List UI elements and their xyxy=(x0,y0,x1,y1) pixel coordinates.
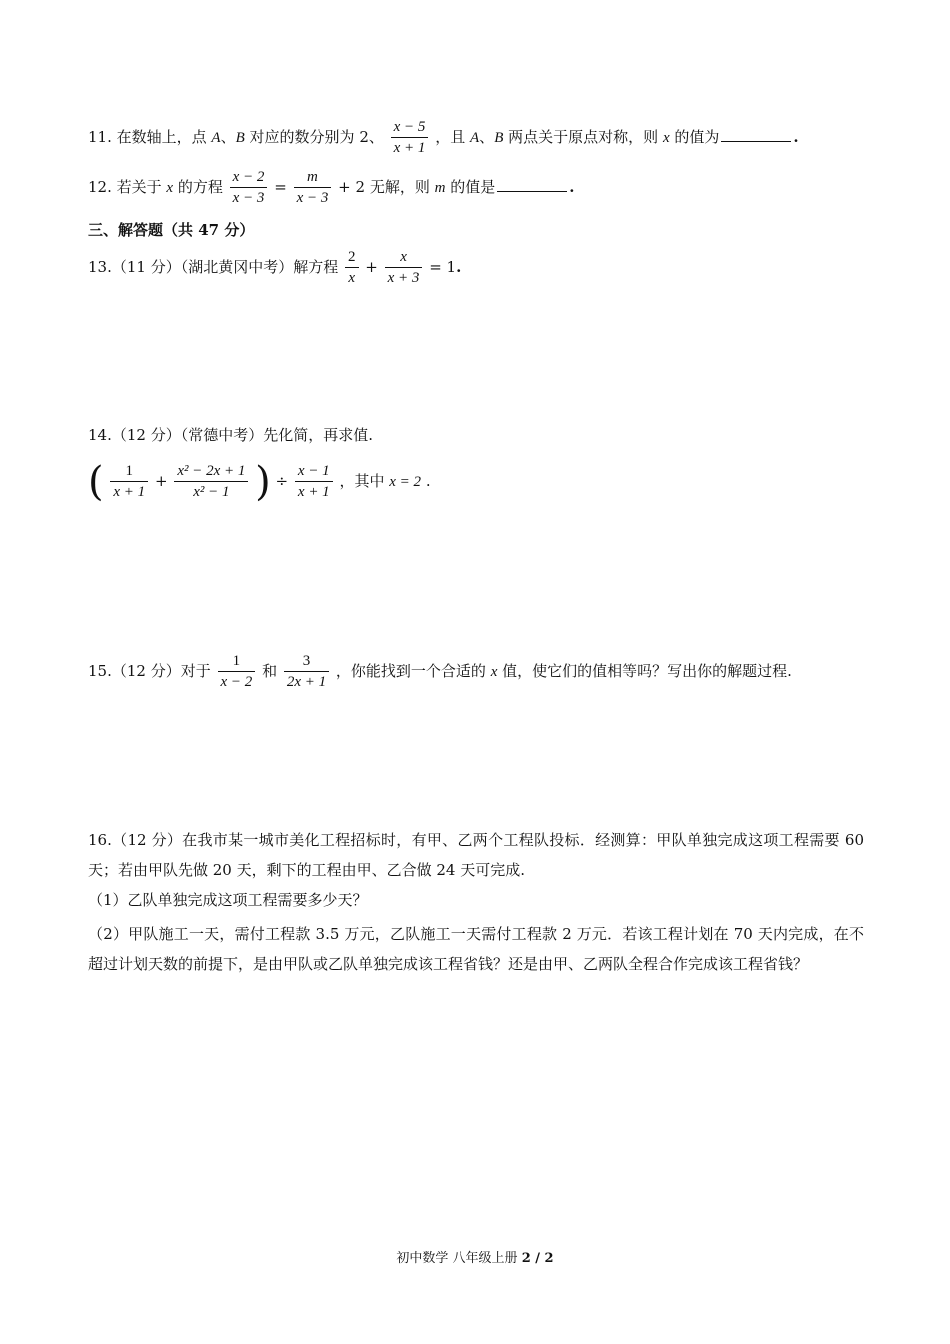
q14-right-paren: ) xyxy=(255,459,271,505)
q15-var: x xyxy=(490,664,498,680)
q12-m: m xyxy=(434,180,446,196)
q15-f1-den: x − 2 xyxy=(220,674,253,690)
q12-prefix: 12. 若关于 xyxy=(88,178,162,196)
section-heading: 三、解答题（共 47 分） xyxy=(88,221,255,239)
q11-point-a2: A xyxy=(470,130,480,146)
q11-sep: 、 xyxy=(220,128,236,146)
q13-f2-den: x + 3 xyxy=(387,270,420,286)
q13-prefix: 13.（11 分）（湖北黄冈中考）解方程 xyxy=(88,258,339,276)
q11-mid2: ，且 xyxy=(435,128,466,146)
question-14-expression xyxy=(88,459,431,505)
q11-point-a: A xyxy=(211,130,221,146)
q11-fraction xyxy=(391,120,429,156)
q11-end: . xyxy=(793,128,799,146)
q15-f2-num: 3 xyxy=(284,654,329,672)
q11-prefix: 11. 在数轴上，点 xyxy=(88,128,207,146)
q13-f1-num: 2 xyxy=(345,250,359,268)
q11-answer-blank[interactable] xyxy=(721,129,791,142)
q14-left-paren: ( xyxy=(88,459,104,505)
q11-point-b2: B xyxy=(494,130,504,146)
q12-suffix: 的值是 xyxy=(450,178,496,196)
footer-text: 初中数学 八年级上册 xyxy=(396,1251,518,1266)
q14-f1-den: x + 1 xyxy=(113,484,146,500)
q11-var: x xyxy=(662,130,670,146)
q11-mid3: 两点关于原点对称，则 xyxy=(508,128,659,146)
question-16-sub2: （2）甲队施工一天，需付工程款 3.5 万元，乙队施工一天需付工程款 2 万元．若该工程计划在 70 天内完成，在不超过计划天数的前提下，是由甲队或乙队单独完成该工程省钱？还是由甲、乙两队全程合作完成该工程省钱？ xyxy=(88,925,864,973)
q14-f3-num: x − 1 xyxy=(295,464,333,482)
q13-f1-den: x xyxy=(348,270,356,286)
q15-suffix: 值，使它们的值相等吗？写出你的解题过程. xyxy=(502,662,792,680)
q11-frac-num: x − 5 xyxy=(391,120,429,138)
q14-fraction-3 xyxy=(295,464,333,500)
q13-rhs: = 1 xyxy=(429,258,457,276)
q14-f1-num: 1 xyxy=(110,464,148,482)
question-16-stem: 16.（12 分）在我市某一城市美化工程招标时，有甲、乙两个工程队投标．经测算：甲队单独完成这项工程需要 60 天；若由甲队先做 20 天，剩下的工程由甲、乙合做 24 天可完成. xyxy=(88,831,864,879)
q13-fraction-2 xyxy=(385,250,423,286)
q12-f1-den: x − 3 xyxy=(232,190,265,206)
q14-cond: ，其中 xyxy=(339,472,385,490)
q13-f2-num: x xyxy=(385,250,423,268)
q12-eq: = xyxy=(274,178,287,196)
q14-f2-den: x² − 1 xyxy=(193,484,230,500)
q12-fraction-1 xyxy=(230,170,268,206)
q12-end: . xyxy=(569,178,575,196)
q12-answer-blank[interactable] xyxy=(497,179,567,192)
q15-f2-den: 2x + 1 xyxy=(286,674,327,690)
page-footer xyxy=(0,1247,950,1266)
q15-mid: ，你能找到一个合适的 xyxy=(335,662,486,680)
q13-plus: + xyxy=(365,258,378,276)
q12-f2-den: x − 3 xyxy=(296,190,329,206)
q15-and: 和 xyxy=(262,662,278,680)
q11-mid: 对应的数分别为 2、 xyxy=(249,128,384,146)
q12-mid2: 无解，则 xyxy=(369,178,430,196)
q13-end: . xyxy=(456,258,462,276)
question-14-title: 14.（12 分）（常德中考）先化简，再求值. xyxy=(88,426,373,444)
q12-f2-num: m xyxy=(294,170,332,188)
q15-prefix: 15.（12 分）对于 xyxy=(88,662,211,680)
question-16-sub1: （1）乙队单独完成这项工程需要多少天？ xyxy=(88,891,368,909)
question-13 xyxy=(88,250,461,286)
q12-plus2: + 2 xyxy=(338,178,366,196)
q13-fraction-1 xyxy=(345,250,359,286)
question-11 xyxy=(88,120,799,156)
q12-var: x xyxy=(166,180,174,196)
q14-plus: + xyxy=(154,472,168,490)
question-12 xyxy=(88,170,574,206)
q12-f1-num: x − 2 xyxy=(230,170,268,188)
q11-frac-den: x + 1 xyxy=(393,140,426,156)
q15-f1-num: 1 xyxy=(218,654,256,672)
q15-fraction-2 xyxy=(284,654,329,690)
q12-fraction-2 xyxy=(294,170,332,206)
q14-cond-expr: x = 2 xyxy=(389,474,422,490)
q14-fraction-2 xyxy=(174,464,248,500)
q11-suffix: 的值为 xyxy=(674,128,720,146)
q14-f2-num: x² − 2x + 1 xyxy=(174,464,248,482)
q11-sep2: 、 xyxy=(479,128,495,146)
q12-mid: 的方程 xyxy=(177,178,223,196)
q14-end: . xyxy=(425,472,431,490)
q14-div: ÷ xyxy=(275,472,289,490)
q14-f3-den: x + 1 xyxy=(297,484,330,500)
q11-point-b: B xyxy=(235,130,245,146)
q14-fraction-1 xyxy=(110,464,148,500)
q15-fraction-1 xyxy=(218,654,256,690)
footer-page-number: 2 / 2 xyxy=(521,1251,554,1266)
question-15 xyxy=(88,654,792,690)
